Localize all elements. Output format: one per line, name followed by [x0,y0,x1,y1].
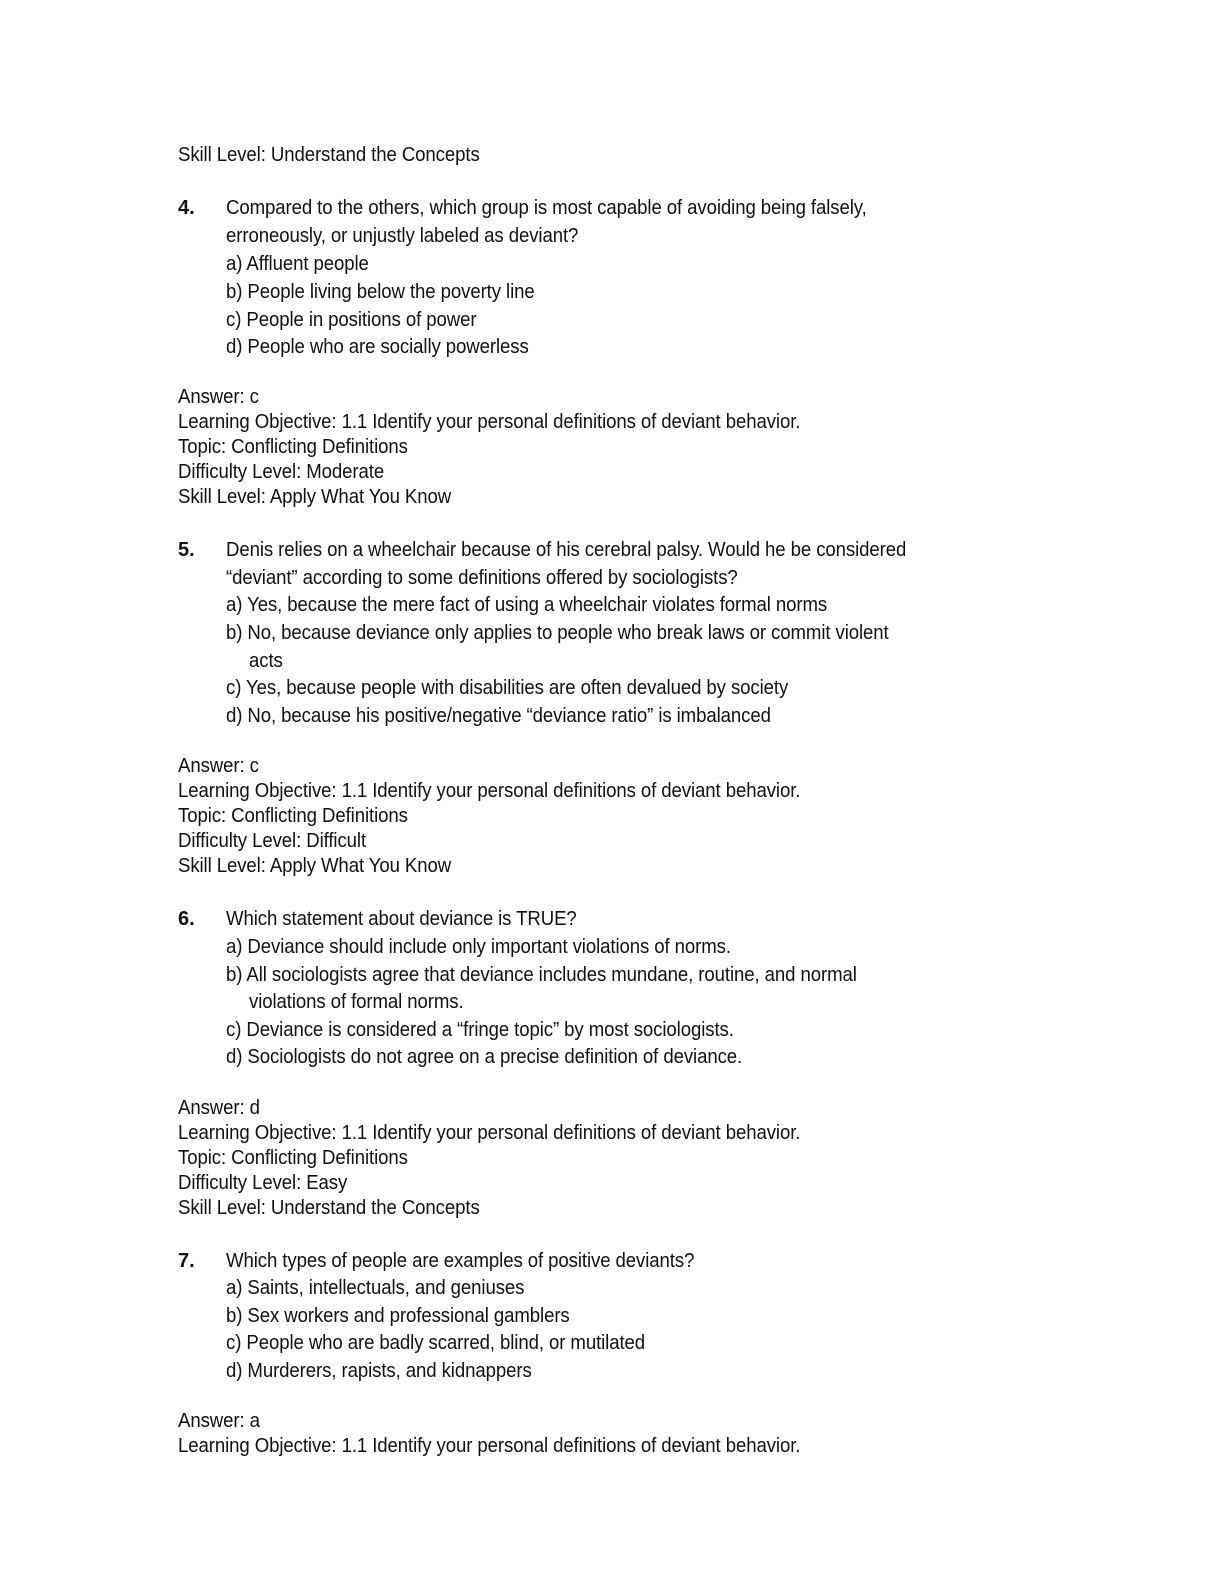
option-b: b) All sociologists agree that deviance includes mundane, routine, and normal [226,964,857,986]
topic: Topic: Conflicting Definitions [178,805,408,827]
option-b: b) Sex workers and professional gamblers [226,1305,570,1327]
question-stem: Denis relies on a wheelchair because of his cerebral palsy. Would he be considered [226,539,907,561]
option-c: c) People in positions of power [226,309,477,331]
skill-level: Skill Level: Apply What You Know [178,486,452,508]
option-c: c) Deviance is considered a “fringe topic” by most sociologists. [226,1019,734,1041]
question-stem: Which types of people are examples of positive deviants? [226,1250,695,1272]
option-d: d) Murderers, rapists, and kidnappers [226,1360,532,1382]
learning-objective: Learning Objective: 1.1 Identify your personal definitions of deviant behavior. [178,780,801,802]
question-stem: Compared to the others, which group is most capable of avoiding being falsely, [226,197,867,219]
answer: Answer: a [178,1410,260,1432]
question-stem: Which statement about deviance is TRUE? [226,908,577,930]
question-number: 5. [178,539,195,561]
answer: Answer: c [178,386,259,408]
topic: Topic: Conflicting Definitions [178,1147,408,1169]
option-d: d) No, because his positive/negative “deviance ratio” is imbalanced [226,705,771,727]
learning-objective: Learning Objective: 1.1 Identify your personal definitions of deviant behavior. [178,411,801,433]
option-d: d) People who are socially powerless [226,336,529,358]
difficulty-level: Difficulty Level: Moderate [178,461,385,483]
answer: Answer: d [178,1097,260,1119]
option-a: a) Saints, intellectuals, and geniuses [226,1277,525,1299]
question-stem: “deviant” according to some definitions offered by sociologists? [226,567,738,589]
question-number: 7. [178,1250,195,1272]
question-number: 6. [178,908,195,930]
skill-level: Skill Level: Understand the Concepts [178,144,480,166]
option-c: c) People who are badly scarred, blind, or mutilated [226,1332,646,1354]
question-stem: erroneously, or unjustly labeled as deviant? [226,225,579,247]
difficulty-level: Difficulty Level: Difficult [178,830,367,852]
option-b: b) People living below the poverty line [226,281,535,303]
skill-level: Skill Level: Apply What You Know [178,855,452,877]
topic: Topic: Conflicting Definitions [178,436,408,458]
option-b-continued: acts [249,650,283,672]
answer: Answer: c [178,755,259,777]
skill-level: Skill Level: Understand the Concepts [178,1197,480,1219]
learning-objective: Learning Objective: 1.1 Identify your personal definitions of deviant behavior. [178,1122,801,1144]
option-b: b) No, because deviance only applies to people who break laws or commit violent [226,622,889,644]
option-c: c) Yes, because people with disabilities are often devalued by society [226,677,789,699]
option-d: d) Sociologists do not agree on a precise definition of deviance. [226,1046,743,1068]
difficulty-level: Difficulty Level: Easy [178,1172,348,1194]
option-a: a) Deviance should include only important violations of norms. [226,936,731,958]
option-a: a) Affluent people [226,253,369,275]
question-number: 4. [178,197,195,219]
learning-objective: Learning Objective: 1.1 Identify your personal definitions of deviant behavior. [178,1435,801,1457]
option-b-continued: violations of formal norms. [249,991,464,1013]
option-a: a) Yes, because the mere fact of using a wheelchair violates formal norms [226,594,828,616]
